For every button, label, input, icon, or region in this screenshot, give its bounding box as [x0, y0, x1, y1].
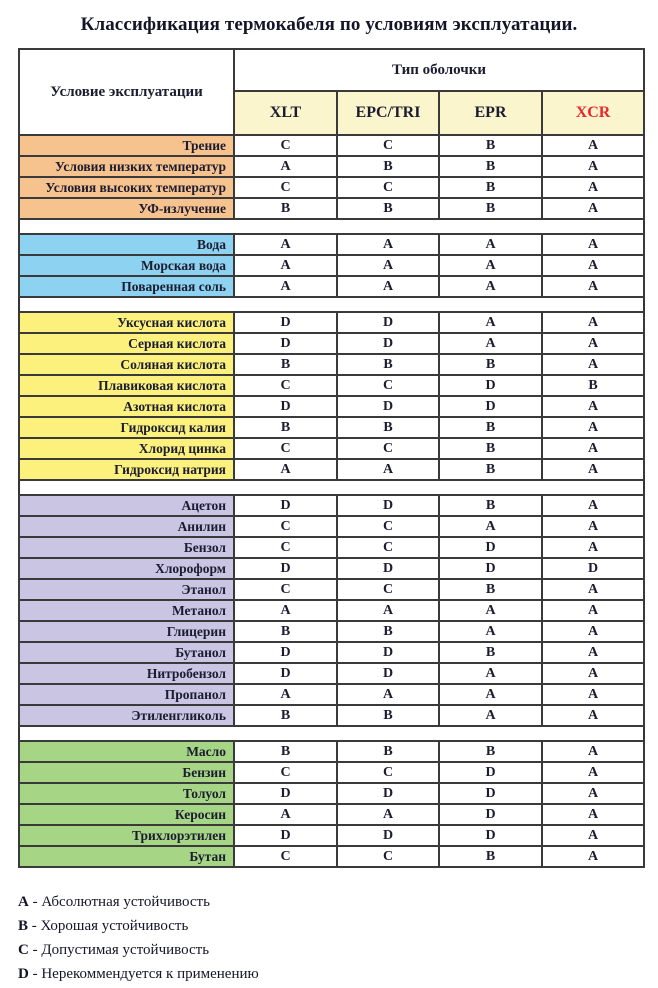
page-title: Классификация термокабеля по условиям эксплуатации. [80, 14, 578, 35]
legend-item-c [18, 941, 658, 960]
rating-cell: C [337, 177, 439, 198]
legend-item-b [18, 917, 658, 936]
rating-cell: D [439, 558, 542, 579]
rating-cell: A [234, 684, 337, 705]
condition-label: Условия низких температур [19, 156, 234, 177]
rating-cell: A [542, 312, 644, 333]
rating-cell: C [337, 438, 439, 459]
table-row [19, 558, 644, 579]
rating-cell: D [234, 783, 337, 804]
table-row [19, 825, 644, 846]
rating-cell: D [439, 783, 542, 804]
rating-cell: C [337, 375, 439, 396]
rating-cell: A [542, 156, 644, 177]
condition-label: Нитробензол [19, 663, 234, 684]
rating-cell: C [234, 135, 337, 156]
rating-cell: B [337, 354, 439, 375]
legend-separator: - [28, 918, 41, 934]
condition-label: Серная кислота [19, 333, 234, 354]
group-gap-row [19, 726, 644, 741]
rating-cell: B [439, 156, 542, 177]
condition-label: Поваренная соль [19, 276, 234, 297]
column-header-xlt: XLT [234, 91, 337, 135]
rating-cell: C [337, 516, 439, 537]
rating-cell: A [439, 663, 542, 684]
group-gap-cell [19, 726, 644, 741]
condition-label: Бензол [19, 537, 234, 558]
rating-cell: C [337, 537, 439, 558]
rating-cell: A [542, 642, 644, 663]
rating-cell: A [439, 312, 542, 333]
rating-cell: B [234, 621, 337, 642]
rating-cell: D [439, 804, 542, 825]
table-row [19, 762, 644, 783]
table-row [19, 516, 644, 537]
table-row [19, 135, 644, 156]
legend [18, 893, 658, 984]
rating-cell: B [439, 495, 542, 516]
rating-cell: B [337, 621, 439, 642]
rating-cell: C [337, 579, 439, 600]
rating-cell: D [234, 333, 337, 354]
table-row [19, 354, 644, 375]
rating-cell: D [234, 663, 337, 684]
rating-cell: D [439, 375, 542, 396]
rating-cell: D [234, 825, 337, 846]
rating-cell: A [542, 438, 644, 459]
rating-cell: C [234, 438, 337, 459]
condition-label: Масло [19, 741, 234, 762]
rating-cell: C [337, 846, 439, 867]
rating-cell: A [542, 705, 644, 726]
legend-separator: - [28, 894, 42, 910]
rating-cell: C [234, 375, 337, 396]
rating-cell: A [234, 234, 337, 255]
rating-cell: A [542, 516, 644, 537]
table-row [19, 741, 644, 762]
rating-cell: A [439, 234, 542, 255]
rating-cell: B [337, 741, 439, 762]
rating-cell: A [542, 621, 644, 642]
rating-cell: A [439, 684, 542, 705]
table-body [19, 135, 644, 867]
rating-cell: D [337, 495, 439, 516]
rating-cell: A [542, 663, 644, 684]
condition-label: Азотная кислота [19, 396, 234, 417]
rating-cell: A [542, 762, 644, 783]
rating-cell: A [542, 783, 644, 804]
condition-label: Уксусная кислота [19, 312, 234, 333]
rating-cell: D [337, 825, 439, 846]
rating-cell: D [337, 642, 439, 663]
rating-cell: A [337, 276, 439, 297]
condition-label: Вода [19, 234, 234, 255]
condition-label: Бутан [19, 846, 234, 867]
rating-cell: A [439, 600, 542, 621]
table-row [19, 684, 644, 705]
rating-cell: A [337, 255, 439, 276]
rating-cell: C [337, 135, 439, 156]
rating-cell: A [234, 600, 337, 621]
condition-label: УФ-излучение [19, 198, 234, 219]
rating-cell: B [439, 354, 542, 375]
legend-key: C [18, 942, 29, 958]
table-row [19, 234, 644, 255]
rating-cell: B [439, 438, 542, 459]
rating-cell: A [542, 846, 644, 867]
table-row [19, 705, 644, 726]
rating-cell: B [337, 198, 439, 219]
sheath-type-header: Тип оболочки [234, 49, 644, 91]
rating-cell: B [234, 354, 337, 375]
table-row [19, 312, 644, 333]
condition-label: Плавиковая кислота [19, 375, 234, 396]
legend-item-d [18, 965, 658, 984]
table-header [19, 49, 644, 135]
rating-cell: A [337, 684, 439, 705]
rating-cell: C [234, 516, 337, 537]
rating-cell: B [337, 156, 439, 177]
condition-label: Анилин [19, 516, 234, 537]
table-row [19, 804, 644, 825]
legend-text: Нерекоммендуется к применению [41, 966, 259, 982]
rating-cell: B [439, 459, 542, 480]
condition-label: Пропанол [19, 684, 234, 705]
rating-cell: C [234, 579, 337, 600]
rating-cell: B [439, 135, 542, 156]
rating-cell: A [337, 600, 439, 621]
rating-cell: D [234, 642, 337, 663]
rating-cell: A [439, 516, 542, 537]
rating-cell: A [542, 354, 644, 375]
rating-cell: B [439, 741, 542, 762]
rating-cell: A [542, 177, 644, 198]
rating-cell: B [439, 198, 542, 219]
rating-cell: D [542, 558, 644, 579]
rating-cell: A [234, 804, 337, 825]
table-row [19, 417, 644, 438]
table-row [19, 198, 644, 219]
table-row [19, 537, 644, 558]
rating-cell: D [337, 783, 439, 804]
rating-cell: A [542, 459, 644, 480]
rating-cell: A [542, 333, 644, 354]
table-row [19, 579, 644, 600]
rating-cell: A [439, 621, 542, 642]
rating-cell: A [542, 741, 644, 762]
rating-cell: A [234, 459, 337, 480]
rating-cell: A [337, 804, 439, 825]
column-header-epr: EPR [439, 91, 542, 135]
table-row [19, 375, 644, 396]
rating-cell: A [542, 579, 644, 600]
table-row [19, 177, 644, 198]
rating-cell: D [337, 663, 439, 684]
condition-label: Хлороформ [19, 558, 234, 579]
legend-key: B [18, 918, 29, 934]
condition-label: Керосин [19, 804, 234, 825]
rating-cell: C [234, 177, 337, 198]
condition-label: Этанол [19, 579, 234, 600]
rating-cell: A [542, 198, 644, 219]
legend-item-a [18, 893, 658, 912]
group-gap-row [19, 480, 644, 495]
table-row [19, 276, 644, 297]
legend-key: A [18, 894, 29, 910]
table-row [19, 438, 644, 459]
table-row [19, 156, 644, 177]
column-header-xcr: XCR [542, 91, 644, 135]
condition-label: Толуол [19, 783, 234, 804]
rating-cell: A [542, 684, 644, 705]
table-row [19, 495, 644, 516]
condition-label: Метанол [19, 600, 234, 621]
group-gap-cell [19, 480, 644, 495]
rating-cell: A [439, 276, 542, 297]
table-row [19, 621, 644, 642]
rating-cell: D [337, 396, 439, 417]
legend-separator: - [28, 966, 42, 982]
rating-cell: D [337, 312, 439, 333]
page [0, 14, 658, 984]
rating-cell: B [337, 417, 439, 438]
rating-cell: C [234, 762, 337, 783]
group-gap-cell [19, 219, 644, 234]
condition-label: Глицерин [19, 621, 234, 642]
condition-label: Бензин [19, 762, 234, 783]
rating-cell: A [542, 825, 644, 846]
rating-cell: A [542, 135, 644, 156]
condition-label: Трихлорэтилен [19, 825, 234, 846]
table-row [19, 333, 644, 354]
legend-text: Абсолютная устойчивость [41, 894, 210, 910]
rating-cell: B [439, 579, 542, 600]
rating-cell: D [337, 333, 439, 354]
rating-cell: D [337, 558, 439, 579]
rating-cell: D [439, 396, 542, 417]
table-row [19, 663, 644, 684]
rating-cell: B [439, 846, 542, 867]
rating-cell: C [337, 762, 439, 783]
condition-label: Морская вода [19, 255, 234, 276]
legend-key: D [18, 966, 29, 982]
rating-cell: D [234, 495, 337, 516]
rating-cell: A [542, 276, 644, 297]
condition-label: Трение [19, 135, 234, 156]
rating-cell: A [542, 234, 644, 255]
rating-cell: B [234, 705, 337, 726]
condition-label: Соляная кислота [19, 354, 234, 375]
rating-cell: A [234, 276, 337, 297]
rating-cell: A [542, 537, 644, 558]
rating-cell: A [337, 234, 439, 255]
condition-label: Бутанол [19, 642, 234, 663]
condition-label: Гидроксид натрия [19, 459, 234, 480]
condition-label: Ацетон [19, 495, 234, 516]
condition-label: Гидроксид калия [19, 417, 234, 438]
rating-cell: D [439, 825, 542, 846]
rating-cell: D [234, 312, 337, 333]
rating-cell: A [439, 705, 542, 726]
rating-cell: A [542, 396, 644, 417]
rating-cell: D [439, 537, 542, 558]
condition-label: Условия высоких температур [19, 177, 234, 198]
group-gap-cell [19, 297, 644, 312]
rating-cell: B [439, 417, 542, 438]
column-header-epc-tri: EPC/TRI [337, 91, 439, 135]
rating-cell: A [542, 417, 644, 438]
rating-cell: B [542, 375, 644, 396]
condition-label: Этиленгликоль [19, 705, 234, 726]
table-row [19, 642, 644, 663]
table-row [19, 255, 644, 276]
rating-cell: D [234, 558, 337, 579]
legend-separator: - [28, 942, 42, 958]
table-row [19, 459, 644, 480]
rating-cell: A [542, 495, 644, 516]
rating-cell: B [439, 642, 542, 663]
rating-cell: B [234, 417, 337, 438]
rating-cell: C [234, 846, 337, 867]
rating-cell: A [542, 804, 644, 825]
rating-cell: B [234, 741, 337, 762]
classification-table [18, 48, 645, 868]
rating-cell: A [542, 255, 644, 276]
rating-cell: A [234, 156, 337, 177]
rating-cell: D [439, 762, 542, 783]
group-gap-row [19, 219, 644, 234]
table-row [19, 396, 644, 417]
corner-header: Условие эксплуатации [19, 49, 234, 135]
table-row [19, 846, 644, 867]
table-row [19, 600, 644, 621]
rating-cell: A [542, 600, 644, 621]
rating-cell: A [439, 333, 542, 354]
rating-cell: B [337, 705, 439, 726]
sheath-header-row [19, 49, 644, 91]
table-row [19, 783, 644, 804]
rating-cell: B [234, 198, 337, 219]
rating-cell: A [234, 255, 337, 276]
rating-cell: C [234, 537, 337, 558]
legend-text: Хорошая устойчивость [40, 918, 189, 934]
group-gap-row [19, 297, 644, 312]
rating-cell: A [337, 459, 439, 480]
rating-cell: B [439, 177, 542, 198]
rating-cell: A [439, 255, 542, 276]
condition-label: Хлорид цинка [19, 438, 234, 459]
legend-text: Допустимая устойчивость [41, 942, 210, 958]
rating-cell: D [234, 396, 337, 417]
